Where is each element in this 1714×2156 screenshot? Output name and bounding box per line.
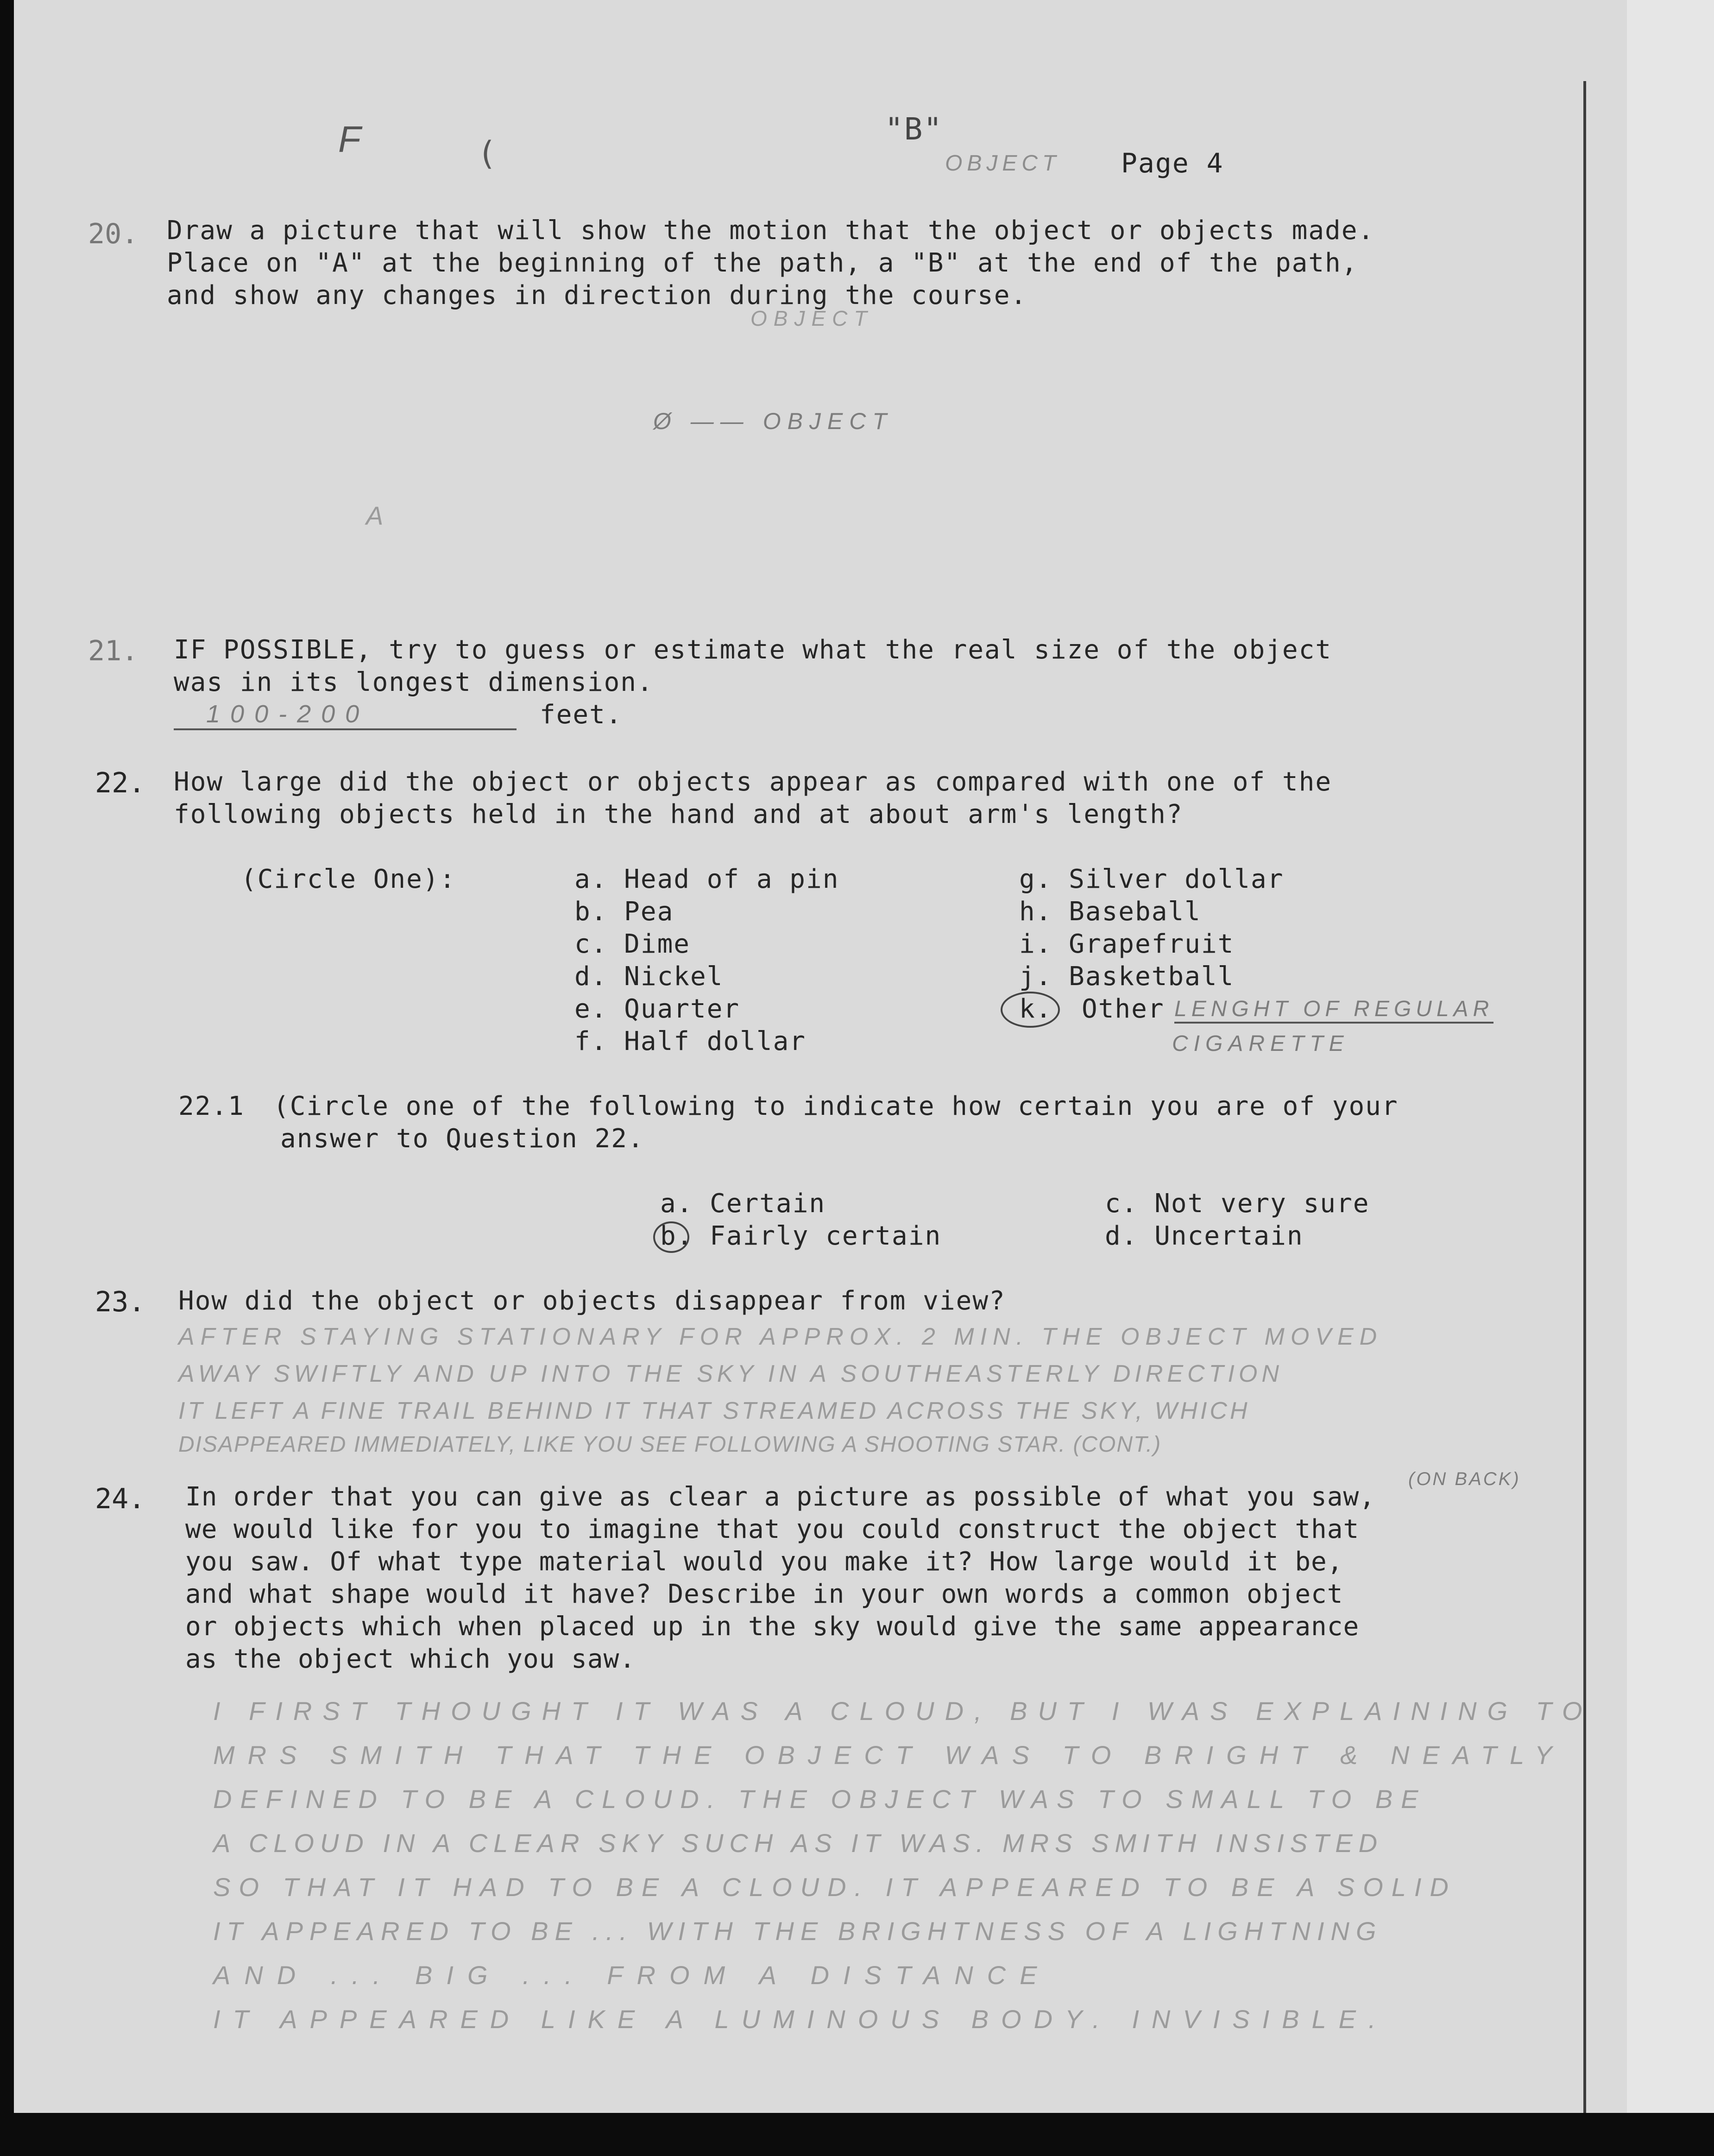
- q22-1-option-c: c. Not very sure: [1105, 1189, 1370, 1219]
- q24-answer-line-1: I FIRST THOUGHT IT WAS A CLOUD, BUT I WAS EXPLAINING TO: [213, 1696, 1593, 1726]
- q21-line-1: IF POSSIBLE, try to guess or estimate what the real size of the object: [174, 635, 1332, 665]
- q22-1-number: 22.1: [178, 1091, 245, 1121]
- q22-instruction: (Circle One):: [241, 864, 456, 894]
- q24-line-1: In order that you can give as clear a picture as possible of what you saw,: [185, 1482, 1375, 1512]
- q22-1-line-2: answer to Question 22.: [280, 1124, 644, 1154]
- q20-line-2: Place on "A" at the beginning of the path, a "B" at the end of the path,: [167, 248, 1358, 278]
- header-mark-f: F: [338, 119, 361, 160]
- q20-sketch-object: Ø —— OBJECT: [653, 408, 893, 434]
- q22-option-d: d. Nickel: [574, 961, 724, 992]
- q24-answer-line-3: DEFINED TO BE A CLOUD. THE OBJECT WAS TO SMALL TO BE: [213, 1784, 1427, 1814]
- q23-answer-line-2: AWAY SWIFTLY AND UP INTO THE SKY IN A SOUTHEASTERLY DIRECTION: [178, 1360, 1283, 1387]
- q24-line-2: we would like for you to imagine that you could construct the object that: [185, 1514, 1360, 1544]
- q22-other-answer-2: CIGARETTE: [1172, 1031, 1349, 1056]
- q23-answer-line-3: IT LEFT A FINE TRAIL BEHIND IT THAT STREAMED ACROSS THE SKY, WHICH: [178, 1397, 1250, 1424]
- q20-line-3: and show any changes in direction during the course.: [167, 280, 1027, 310]
- page-edge-line: [1583, 81, 1586, 2113]
- q22-option-g: g. Silver dollar: [1019, 864, 1284, 894]
- q23-answer-line-4: DISAPPEARED IMMEDIATELY, LIKE YOU SEE FOLLOWING A SHOOTING STAR. (CONT.): [178, 1432, 1162, 1457]
- q21-size-answer: 100-200: [174, 700, 517, 730]
- header-scribble: OBJECT: [945, 151, 1061, 176]
- q20-number: 20.: [88, 218, 139, 250]
- q20-sketch-top: OBJECT: [750, 306, 874, 330]
- q24-line-4: and what shape would it have? Describe in your own words a common object: [185, 1579, 1343, 1609]
- q23-question: How did the object or objects disappear from view?: [178, 1286, 1006, 1316]
- q22-other-answer-1: LENGHT OF REGULAR: [1174, 996, 1493, 1024]
- q22-option-b: b. Pea: [574, 897, 674, 927]
- q22-option-i: i. Grapefruit: [1019, 929, 1235, 959]
- q21-line-2: was in its longest dimension.: [174, 667, 654, 697]
- q24-answer-line-5: SO THAT IT HAD TO BE A CLOUD. IT APPEARED TO BE A SOLID: [213, 1872, 1457, 1902]
- q22-option-h: h. Baseball: [1019, 897, 1201, 927]
- q24-line-6: as the object which you saw.: [185, 1644, 636, 1674]
- q24-answer-line-2: MRS SMITH THAT THE OBJECT WAS TO BRIGHT & NEATLY: [213, 1740, 1565, 1770]
- q23-cont-note: (ON BACK): [1408, 1469, 1521, 1489]
- q22-option-k-label: Other: [1082, 994, 1165, 1024]
- q22-option-e: e. Quarter: [574, 994, 740, 1024]
- q21-unit: feet.: [540, 700, 623, 730]
- q24-line-5: or objects which when placed up in the sky would give the same appearance: [185, 1612, 1360, 1642]
- q22-option-j: j. Basketball: [1019, 961, 1235, 992]
- document-page: [14, 0, 1700, 2113]
- page-number: Page 4: [1121, 147, 1224, 179]
- q22-line-2: following objects held in the hand and at about arm's length?: [174, 799, 1183, 829]
- q22-1-option-d: d. Uncertain: [1105, 1221, 1304, 1251]
- q22-option-c: c. Dime: [574, 929, 691, 959]
- q23-answer-line-1: AFTER STAYING STATIONARY FOR APPROX. 2 MIN. THE OBJECT MOVED: [178, 1323, 1383, 1350]
- q22-1-option-b: b. Fairly certain: [660, 1221, 942, 1251]
- q22-line-1: How large did the object or objects appear as compared with one of the: [174, 767, 1332, 797]
- q24-answer-line-6: IT APPEARED TO BE ... WITH THE BRIGHTNESS OF A LIGHTNING: [213, 1916, 1383, 1946]
- q20-line-1: Draw a picture that will show the motion that the object or objects made.: [167, 215, 1375, 246]
- q22-option-a: a. Head of a pin: [574, 864, 839, 894]
- q24-answer-line-4: A CLOUD IN A CLEAR SKY SUCH AS IT WAS. MRS SMITH INSISTED: [213, 1828, 1384, 1858]
- q23-number: 23.: [95, 1286, 145, 1318]
- q24-number: 24.: [95, 1483, 145, 1515]
- q24-answer-line-8: IT APPEARED LIKE A LUMINOUS BODY. INVISIBLE.: [213, 2004, 1388, 2034]
- q22-number: 22.: [95, 767, 145, 799]
- header-mark-b: "B": [885, 111, 943, 147]
- q22-option-f: f. Half dollar: [574, 1026, 807, 1056]
- page-margin-strip: [1627, 0, 1714, 2113]
- q22-1-option-a: a. Certain: [660, 1189, 826, 1219]
- q24-answer-line-7: AND ... BIG ... FROM A DISTANCE: [213, 1960, 1051, 1990]
- header-paren: (: [477, 134, 498, 172]
- q24-line-3: you saw. Of what type material would you make it? How large would it be,: [185, 1547, 1343, 1577]
- q20-sketch-a: A: [366, 501, 393, 530]
- q22-option-k-letter: k.: [1019, 994, 1052, 1024]
- q22-1-line-1: (Circle one of the following to indicate how certain you are of your: [273, 1091, 1399, 1121]
- q21-number: 21.: [88, 635, 139, 667]
